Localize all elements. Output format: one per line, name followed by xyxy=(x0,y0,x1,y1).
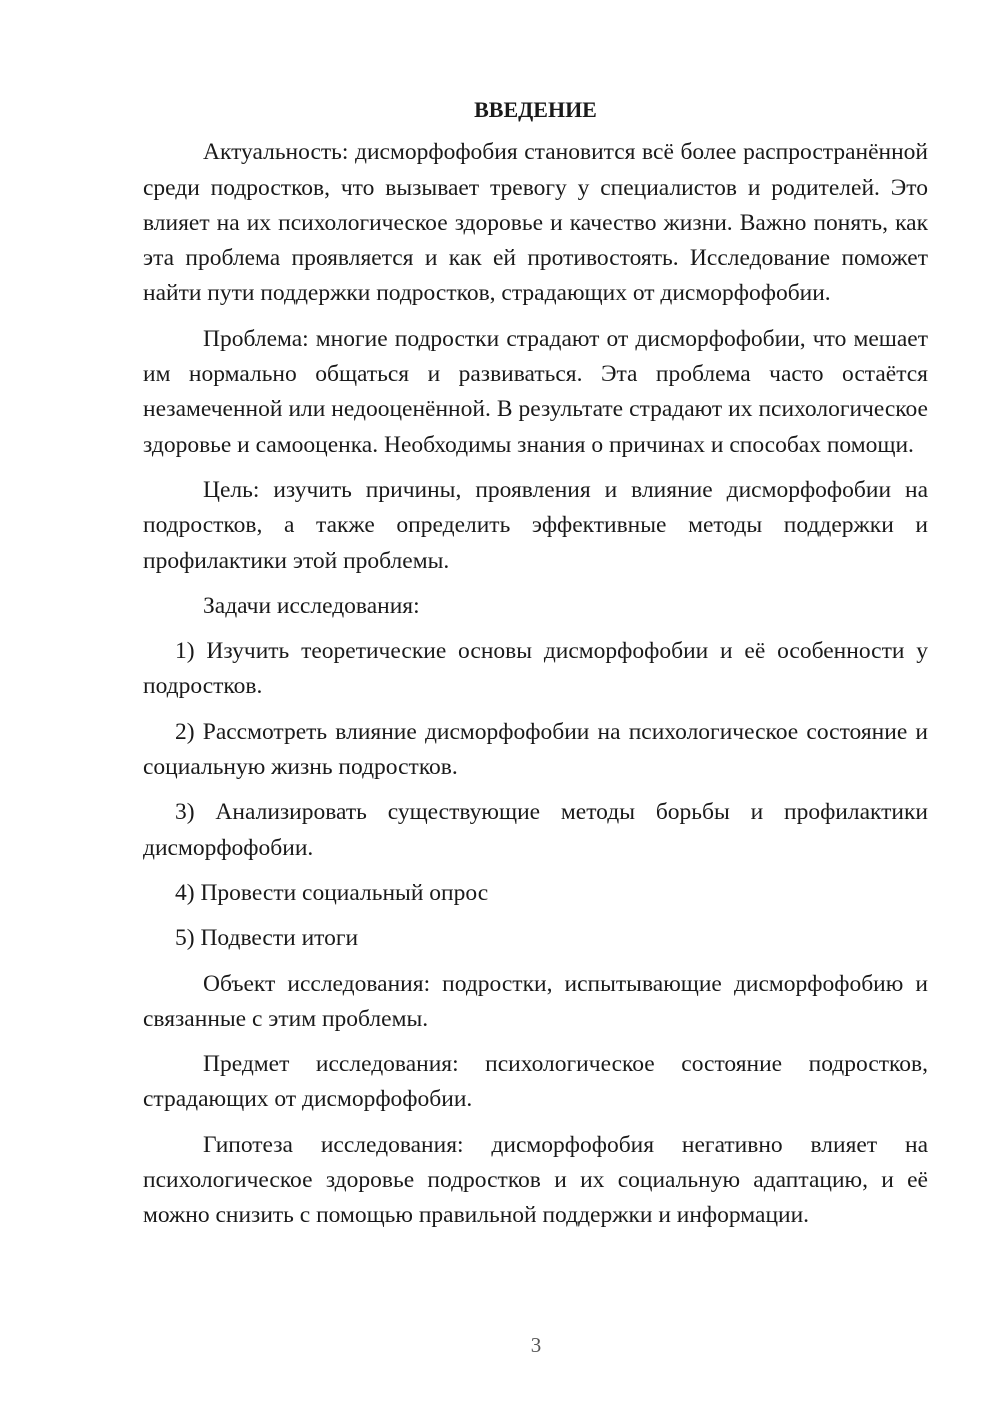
page-content xyxy=(143,92,928,1244)
paragraph-hypothesis: Гипотеза исследования: дисморфофобия негативно влияет на психологическое здоровье подростков и их социальную адаптацию, и её можно снизить с помощью правильной поддержки и информации. xyxy=(143,1131,928,1229)
list-item: 4) Провести социальный опрос xyxy=(175,879,489,906)
paragraph-relevance: Актуальность: дисморфофобия становится всё более распространённой среди подростков, что вызывает тревогу у специалистов и родителей. Это влияет на их психологическое здоровье и качество жизни. Важно понять, как эта проблема проявляется и как ей противостоять. Исследование поможет найти пути поддержки подростков, страдающих от дисморфофобии. xyxy=(143,139,928,307)
paragraph-object: Объект исследования: подростки, испытывающие дисморфофобию и связанные с этим проблемы. xyxy=(143,970,928,1032)
page-number: 3 xyxy=(530,1333,542,1357)
page-title: ВВЕДЕНИЕ xyxy=(474,97,597,122)
paragraph-goal: Цель: изучить причины, проявления и влияние дисморфофобии на подростков, а также определить эффективные методы поддержки и профилактики этой проблемы. xyxy=(143,476,928,574)
list-item: 1) Изучить теоретические основы дисморфофобии и её особенности у подростков. xyxy=(143,638,928,700)
list-item: 2) Рассмотреть влияние дисморфофобии на психологическое состояние и социальную жизнь подростков. xyxy=(143,718,928,781)
paragraph-subject: Предмет исследования: психологическое состояние подростков, страдающих от дисморфофобии. xyxy=(143,1051,928,1113)
tasks-heading: Задачи исследования: xyxy=(203,592,420,619)
paragraph-problem: Проблема: многие подростки страдают от дисморфофобии, что мешает им нормально общаться и развиваться. Эта проблема часто остаётся незамеченной или недооценённой. В результате страдают их психологическое здоровье и самооценка. Необходимы знания о причинах и способах помощи. xyxy=(143,325,928,458)
list-item: 5) Подвести итоги xyxy=(175,925,359,952)
list-item: 3) Анализировать существующие методы борьбы и профилактики дисморфофобии. xyxy=(143,799,928,861)
